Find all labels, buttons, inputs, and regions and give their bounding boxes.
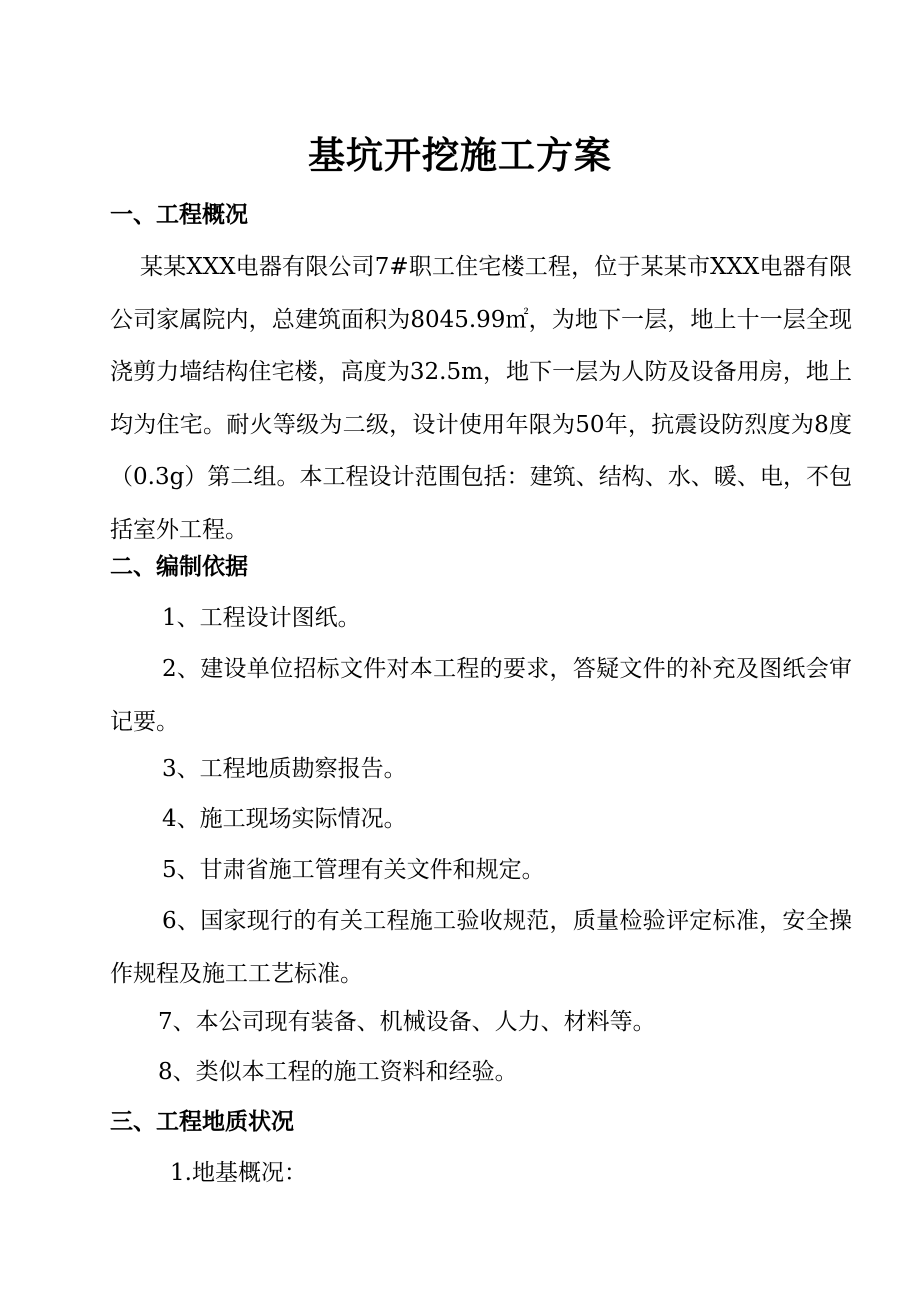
basis-item-4: 4、施工现场实际情况。 (162, 806, 407, 832)
overview-paragraph: 某某XXX电器有限公司7#职工住宅楼工程，位于某某市XXX电器有限公司家属院内，总建筑面积为8045.99㎡，为地下一层，地上十一层全现浇剪力墙结构住宅楼，高度为32.5m，地下一层为人防及设备用房，地上均为住宅。耐火等级为二级，设计使用年限为50年，抗震设防烈度为8度（0.3g）第二组。本工程设计范围包括：建筑、结构、水、暖、电，不包括室外工程。 (110, 254, 852, 543)
basis-item-2: 2、建设单位招标文件对本工程的要求，答疑文件的补充及图纸会审记要。 (110, 656, 852, 735)
basis-item-6: 6、国家现行的有关工程施工验收规范，质量检验评定标准，安全操作规程及施工工艺标准。 (110, 908, 852, 987)
basis-item-8: 8、类似本工程的施工资料和经验。 (158, 1059, 518, 1085)
basis-item-7: 7、本公司现有装备、机械设备、人力、材料等。 (158, 1009, 656, 1035)
section-heading-geology: 三、工程地质状况 (110, 1109, 294, 1135)
basis-item-3: 3、工程地质勘察报告。 (162, 756, 407, 782)
section-heading-overview: 一、工程概况 (110, 202, 248, 228)
section-heading-basis: 二、编制依据 (110, 554, 248, 580)
basis-item-5: 5、甘肃省施工管理有关文件和规定。 (162, 857, 545, 883)
geology-sub-1: 1.地基概况： (170, 1160, 307, 1186)
document-title: 基坑开挖施工方案 (308, 134, 612, 177)
basis-item-1: 1、工程设计图纸。 (162, 605, 361, 631)
